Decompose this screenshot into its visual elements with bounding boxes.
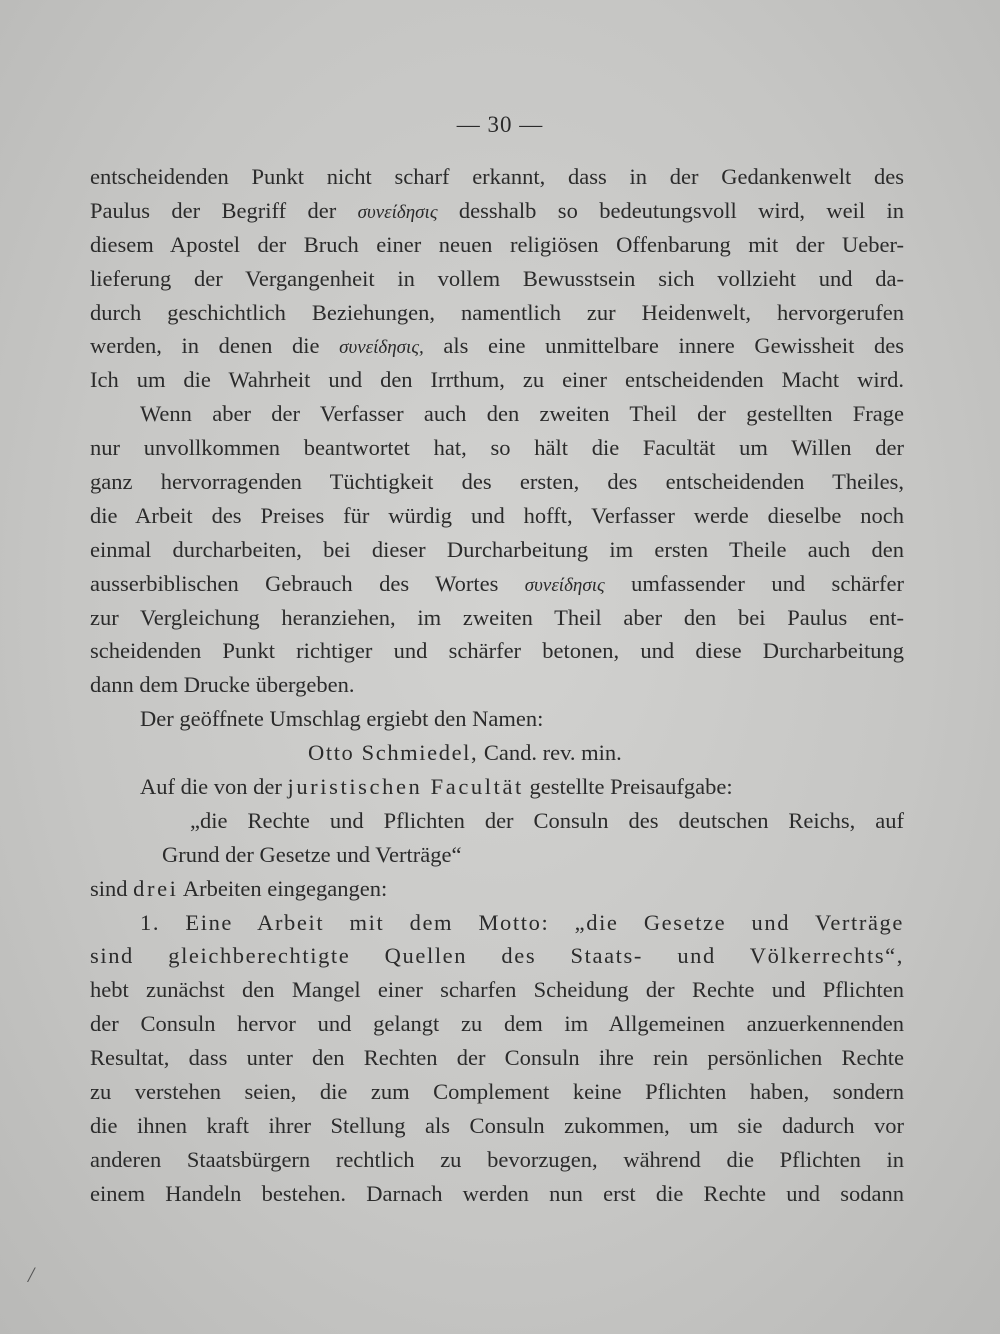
text-line: zu verstehen seien, die zum Complement keine Pflichten haben, sondern xyxy=(90,1079,904,1105)
text-line: „die Rechte und Pflichten der Consuln des deutschen Reichs, auf xyxy=(190,807,904,833)
name-spaced: Otto Schmiedel, xyxy=(308,740,479,766)
text-line: lieferung der Vergangenheit in vollem Bewusstsein sich vollzieht und da- xyxy=(90,265,904,291)
text-line: einem Handeln bestehen. Darnach werden nun erst die Rechte und sodann xyxy=(90,1180,904,1206)
text-line: Wenn aber der Verfasser auch den zweiten Theil der gestellten Frage xyxy=(140,401,904,427)
text-line: einmal durcharbeiten, bei dieser Durcharbeitung im ersten Theile auch den xyxy=(90,536,904,562)
text-line: Grund der Gesetze und Verträge“ xyxy=(162,841,462,867)
greek-word: συνείδησις xyxy=(524,574,605,596)
margin-mark: / xyxy=(28,1262,35,1287)
text-line: sind drei Arbeiten eingegangen: xyxy=(90,875,388,901)
text-line: dann dem Drucke übergeben. xyxy=(90,672,355,698)
text-line: werden, in denen die συνείδησις, als eine unmittelbare innere Gewissheit des xyxy=(90,333,904,359)
text-line: hebt zunächst den Mangel einer scharfen Scheidung der Rechte und Pflichten xyxy=(90,977,904,1003)
text-line: diesem Apostel der Bruch einer neuen religiösen Offenbarung mit der Ueber- xyxy=(90,231,904,257)
count-spaced: drei xyxy=(133,875,179,901)
faculty-spaced: juristischen Facultät xyxy=(287,774,524,800)
text-line: durch geschichtlich Beziehungen, namentlich zur Heidenwelt, hervorgerufen xyxy=(90,299,904,325)
text-line: der Consuln hervor und gelangt zu dem im Allgemeinen anzuerkennenden xyxy=(90,1011,904,1037)
text-line: Otto Schmiedel, Cand. rev. min. xyxy=(308,740,622,766)
text-line: Paulus der Begriff der συνείδησις desshalb so bedeutungsvoll wird, weil in xyxy=(90,197,904,223)
text-line: entscheidenden Punkt nicht scharf erkannt, dass in der Gedankenwelt des xyxy=(90,164,904,189)
text-line: ausserbiblischen Gebrauch des Wortes συνείδησις umfassender und schärfer xyxy=(90,570,905,596)
page-number: — 30 — xyxy=(456,112,544,137)
greek-word: συνείδησις, xyxy=(339,337,424,359)
text-line: die Arbeit des Preises für würdig und hofft, Verfasser werde dieselbe noch xyxy=(90,502,904,528)
text-line: 1. Eine Arbeit mit dem Motto: „die Gesetze und Verträge xyxy=(140,909,904,935)
text-line: Ich um die Wahrheit und den Irrthum, zu einer entscheidenden Macht wird. xyxy=(90,367,904,393)
body-text xyxy=(90,160,904,1211)
text-line: zur Vergleichung heranziehen, im zweiten Theil aber den bei Paulus ent- xyxy=(90,604,904,630)
text-line: die ihnen kraft ihrer Stellung als Consuln zukommen, um sie dadurch vor xyxy=(90,1112,904,1138)
text-line: Auf die von der juristischen Facultät gestellte Preisaufgabe: xyxy=(140,774,733,800)
text-line: sind gleichberechtigte Quellen des Staats- und Völkerrechts“, xyxy=(90,943,904,969)
text-line: nur unvollkommen beantwortet hat, so hält die Facultät um Willen der xyxy=(90,435,904,461)
text-line: ganz hervorragenden Tüchtigkeit des ersten, des entscheidenden Theiles, xyxy=(90,469,904,495)
text-line: Der geöffnete Umschlag ergiebt den Namen: xyxy=(140,706,544,732)
text-line: Resultat, dass unter den Rechten der Consuln ihre rein persönlichen Rechte xyxy=(90,1045,904,1071)
text-line: anderen Staatsbürgern rechtlich zu bevorzugen, während die Pflichten in xyxy=(90,1146,904,1172)
greek-word: συνείδησις xyxy=(357,201,438,223)
text-line: scheidenden Punkt richtiger und schärfer betonen, und diese Durcharbeitung xyxy=(90,638,904,664)
